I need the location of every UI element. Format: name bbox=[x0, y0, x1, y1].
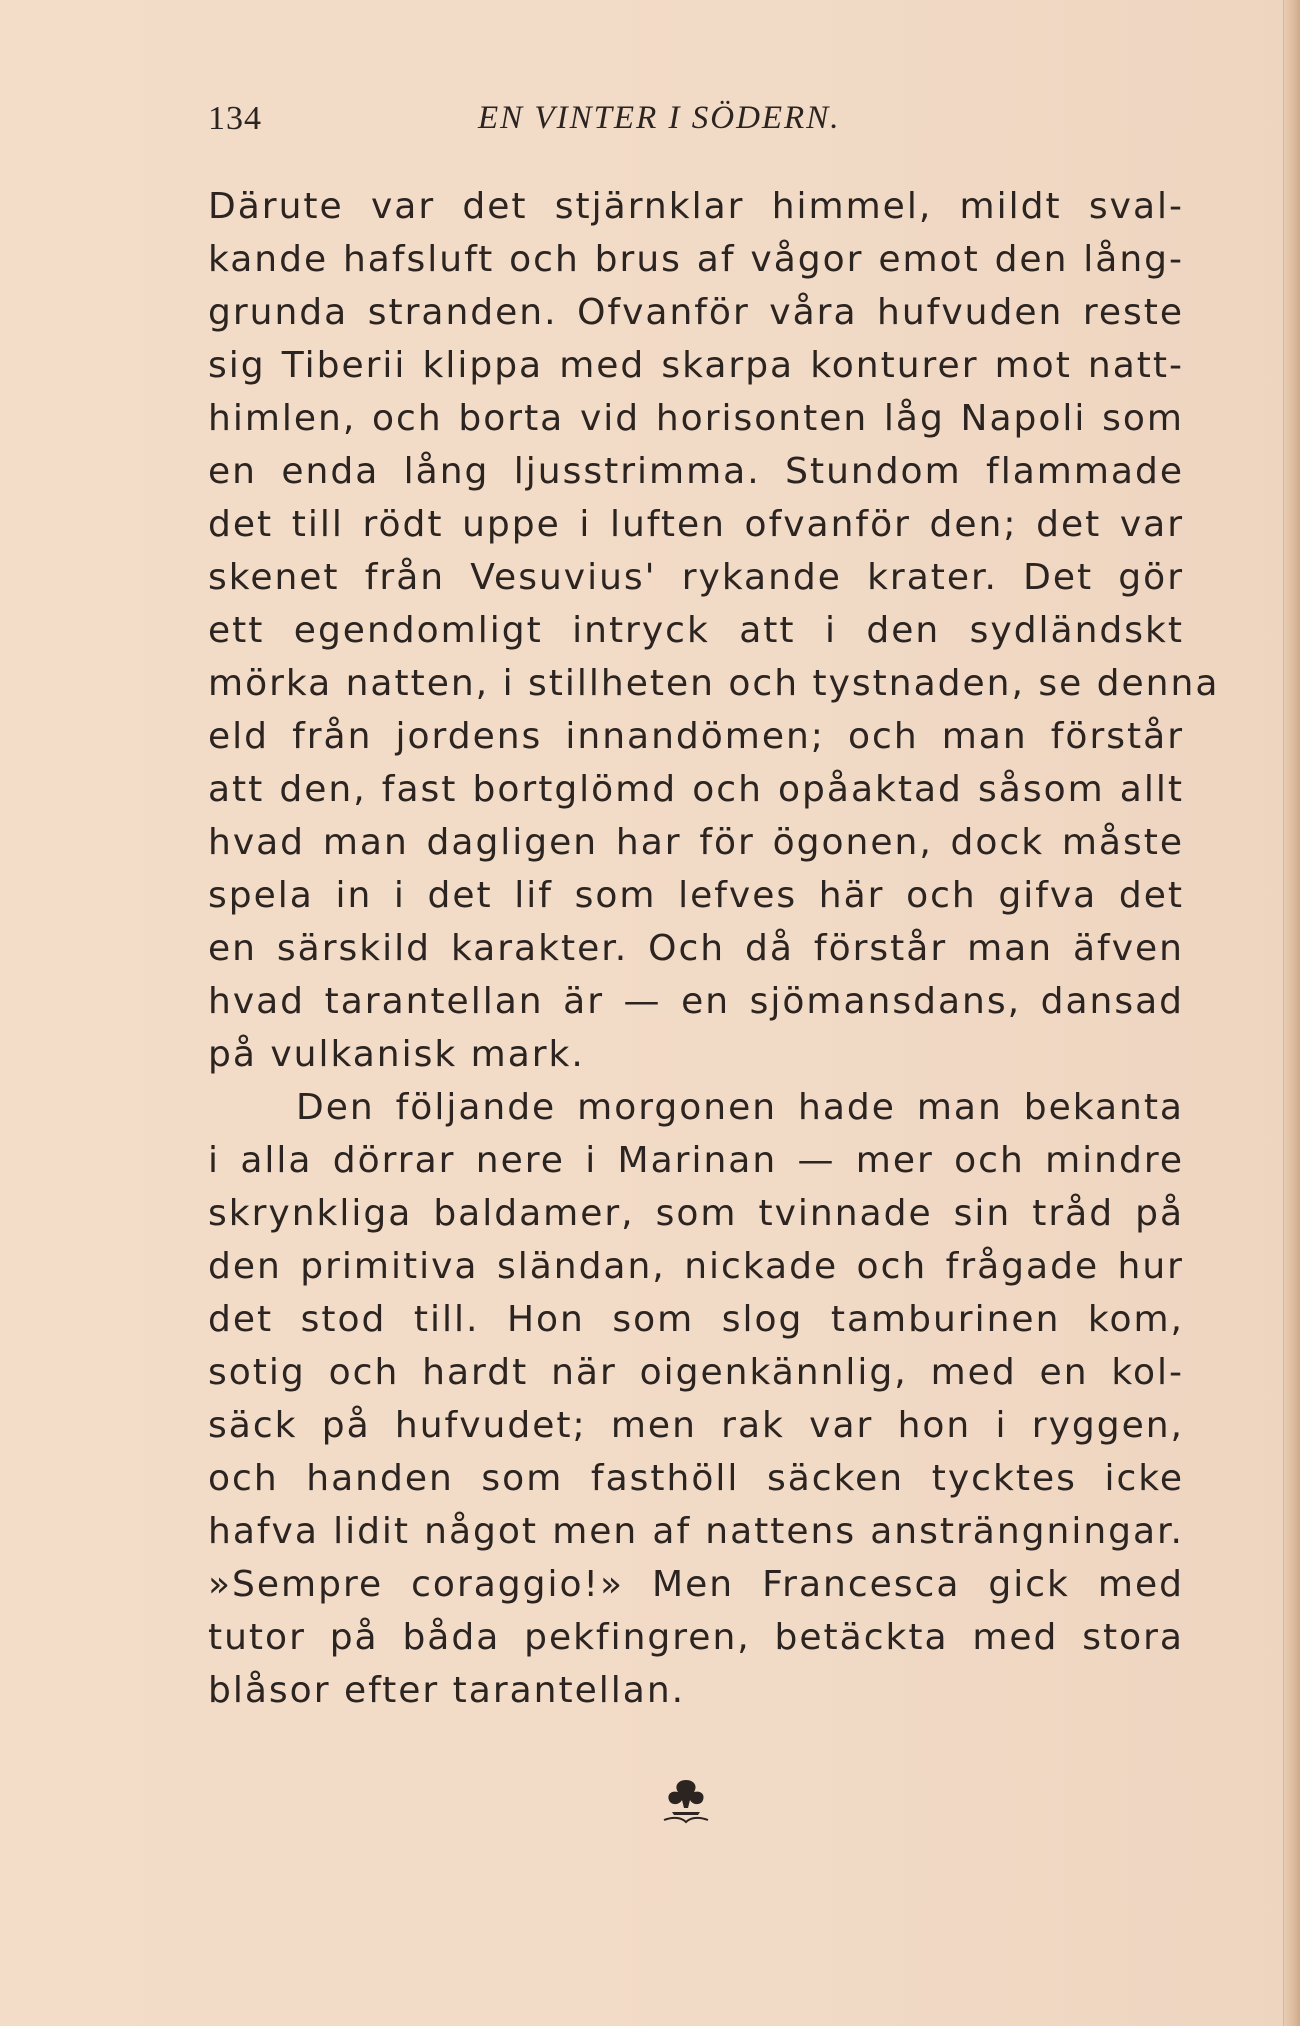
text-line: eld från jordens innandömen; och man förstår bbox=[208, 716, 1184, 757]
text-line: hvad man dagligen har för ögonen, dock måste bbox=[208, 822, 1184, 863]
text-line: grunda stranden. Ofvanför våra hufvuden reste bbox=[208, 292, 1184, 333]
text-line: sig Tiberii klippa med skarpa konturer mot natt- bbox=[208, 345, 1184, 386]
text-line: i alla dörrar nere i Marinan — mer och mindre bbox=[208, 1140, 1184, 1181]
text-line: en enda lång ljusstrimma. Stundom flammade bbox=[208, 451, 1184, 492]
text-line: hvad tarantellan är — en sjömansdans, dansad bbox=[208, 981, 1184, 1022]
text-line: hafva lidit något men af nattens ansträngningar. bbox=[208, 1511, 1184, 1552]
text-line: en särskild karakter. Och då förstår man äfven bbox=[208, 928, 1184, 969]
body-text bbox=[208, 180, 1220, 1717]
text-line: säck på hufvudet; men rak var hon i ryggen, bbox=[208, 1405, 1184, 1446]
text-line: blåsor efter tarantellan. bbox=[208, 1670, 686, 1711]
text-line: det stod till. Hon som slog tamburinen kom, bbox=[208, 1299, 1184, 1340]
text-line: sotig och hardt när oigenkännlig, med en kol- bbox=[208, 1352, 1184, 1393]
text-line: ett egendomligt intryck att i den sydländskt bbox=[208, 610, 1184, 651]
text-line: tutor på båda pekfingren, betäckta med stora bbox=[208, 1617, 1184, 1658]
text-line: kande hafsluft och brus af vågor emot den lång- bbox=[208, 239, 1184, 280]
text-line: skenet från Vesuvius' rykande krater. Det gör bbox=[208, 557, 1184, 598]
page-header bbox=[208, 100, 1188, 150]
text-line: mörka natten, i stillheten och tystnaden, se denna bbox=[208, 663, 1220, 704]
floral-ornament-icon bbox=[654, 1774, 718, 1826]
text-line: och handen som fasthöll säcken tycktes icke bbox=[208, 1458, 1184, 1499]
text-line: att den, fast bortglömd och opåaktad såsom allt bbox=[208, 769, 1184, 810]
text-line: skrynkliga baldamer, som tvinnade sin tråd på bbox=[208, 1193, 1184, 1234]
text-line: Därute var det stjärnklar himmel, mildt sval- bbox=[208, 186, 1184, 227]
text-line: himlen, och borta vid horisonten låg Napoli som bbox=[208, 398, 1184, 439]
text-line: på vulkanisk mark. bbox=[208, 1034, 585, 1075]
text-line: det till rödt uppe i luften ofvanför den; det var bbox=[208, 504, 1184, 545]
text-line: den primitiva sländan, nickade och frågade hur bbox=[208, 1246, 1184, 1287]
text-line: Den följande morgonen hade man bekanta bbox=[296, 1087, 1184, 1128]
page-edge bbox=[1283, 0, 1300, 2026]
text-line: »Sempre coraggio!» Men Francesca gick med bbox=[208, 1564, 1184, 1605]
running-title: EN VINTER I SÖDERN. bbox=[478, 100, 841, 136]
page-number: 134 bbox=[208, 100, 262, 137]
text-line: spela in i det lif som lefves här och gifva det bbox=[208, 875, 1184, 916]
